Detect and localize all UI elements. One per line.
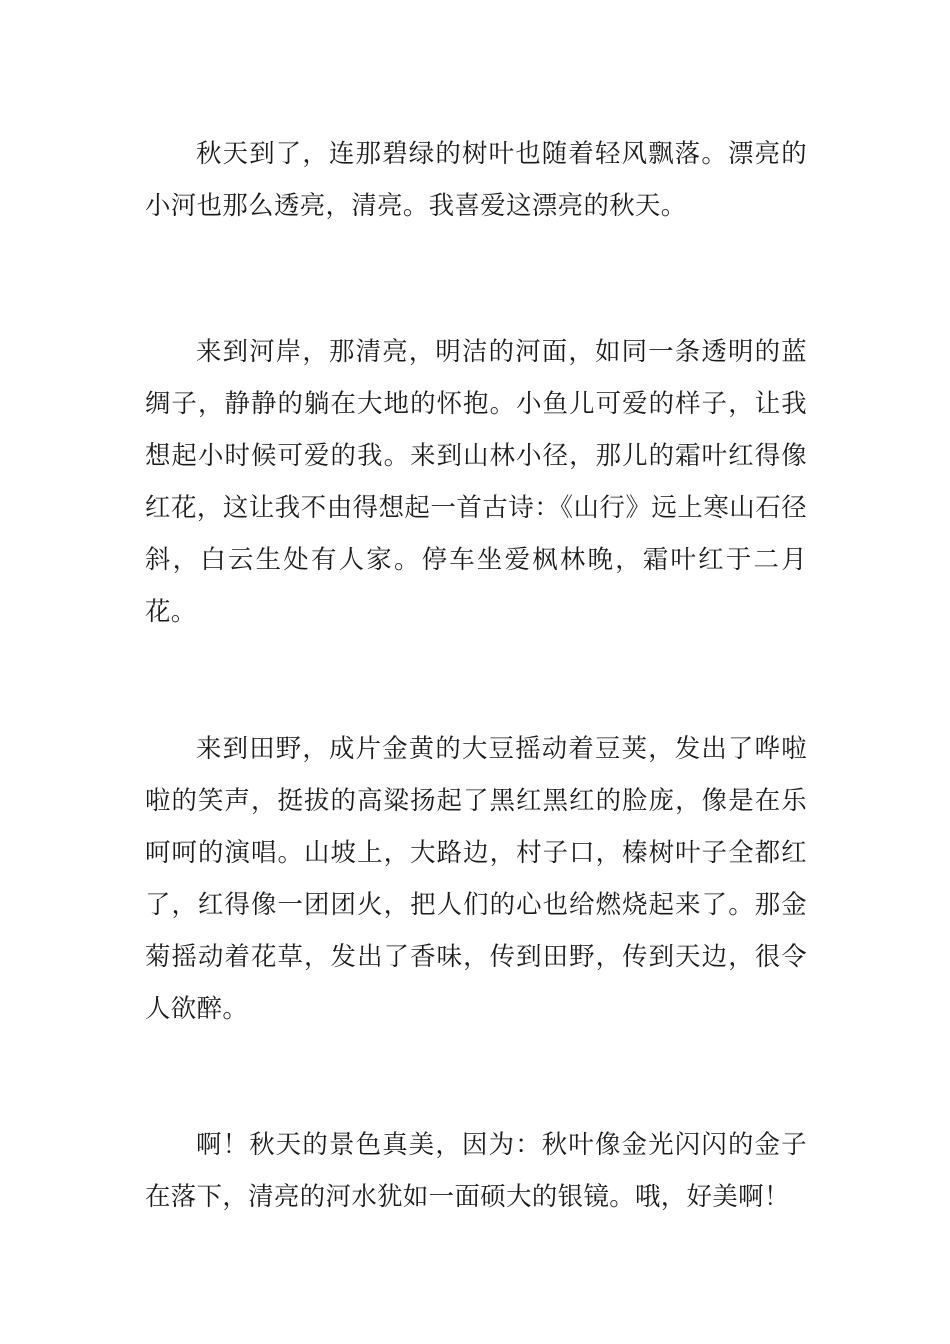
paragraph-4: 啊！秋天的景色真美，因为：秋叶像金光闪闪的金子在落下，清亮的河水犹如一面硕大的银镜。哦，好美啊！ [145,1129,807,1211]
paragraph-2: 来到河岸，那清亮，明洁的河面，如同一条透明的蓝绸子，静静的躺在大地的怀抱。小鱼儿可爱的样子，让我想起小时候可爱的我。来到山林小径，那儿的霜叶红得像红花，这让我不由得想起一首古诗：《山行》远上寒山石径斜，白云生处有人家。停车坐爱枫林晚，霜叶红于二月花。 [145,336,807,626]
paragraph-3: 来到田野，成片金黄的大豆摇动着豆荚，发出了哗啦啦的笑声，挺拔的高粱扬起了黑红黑红的脸庞，像是在乐呵呵的演唱。山坡上，大路边，村子口，榛树叶子全都红了，红得像一团团火，把人们的心也给燃烧起来了。那金菊摇动着花草，发出了香味，传到田野，传到天边，很令人欲醉。 [145,733,807,1023]
paragraph-1: 秋天到了，连那碧绿的树叶也随着轻风飘落。漂亮的小河也那么透亮，清亮。我喜爱这漂亮的秋天。 [145,138,807,220]
